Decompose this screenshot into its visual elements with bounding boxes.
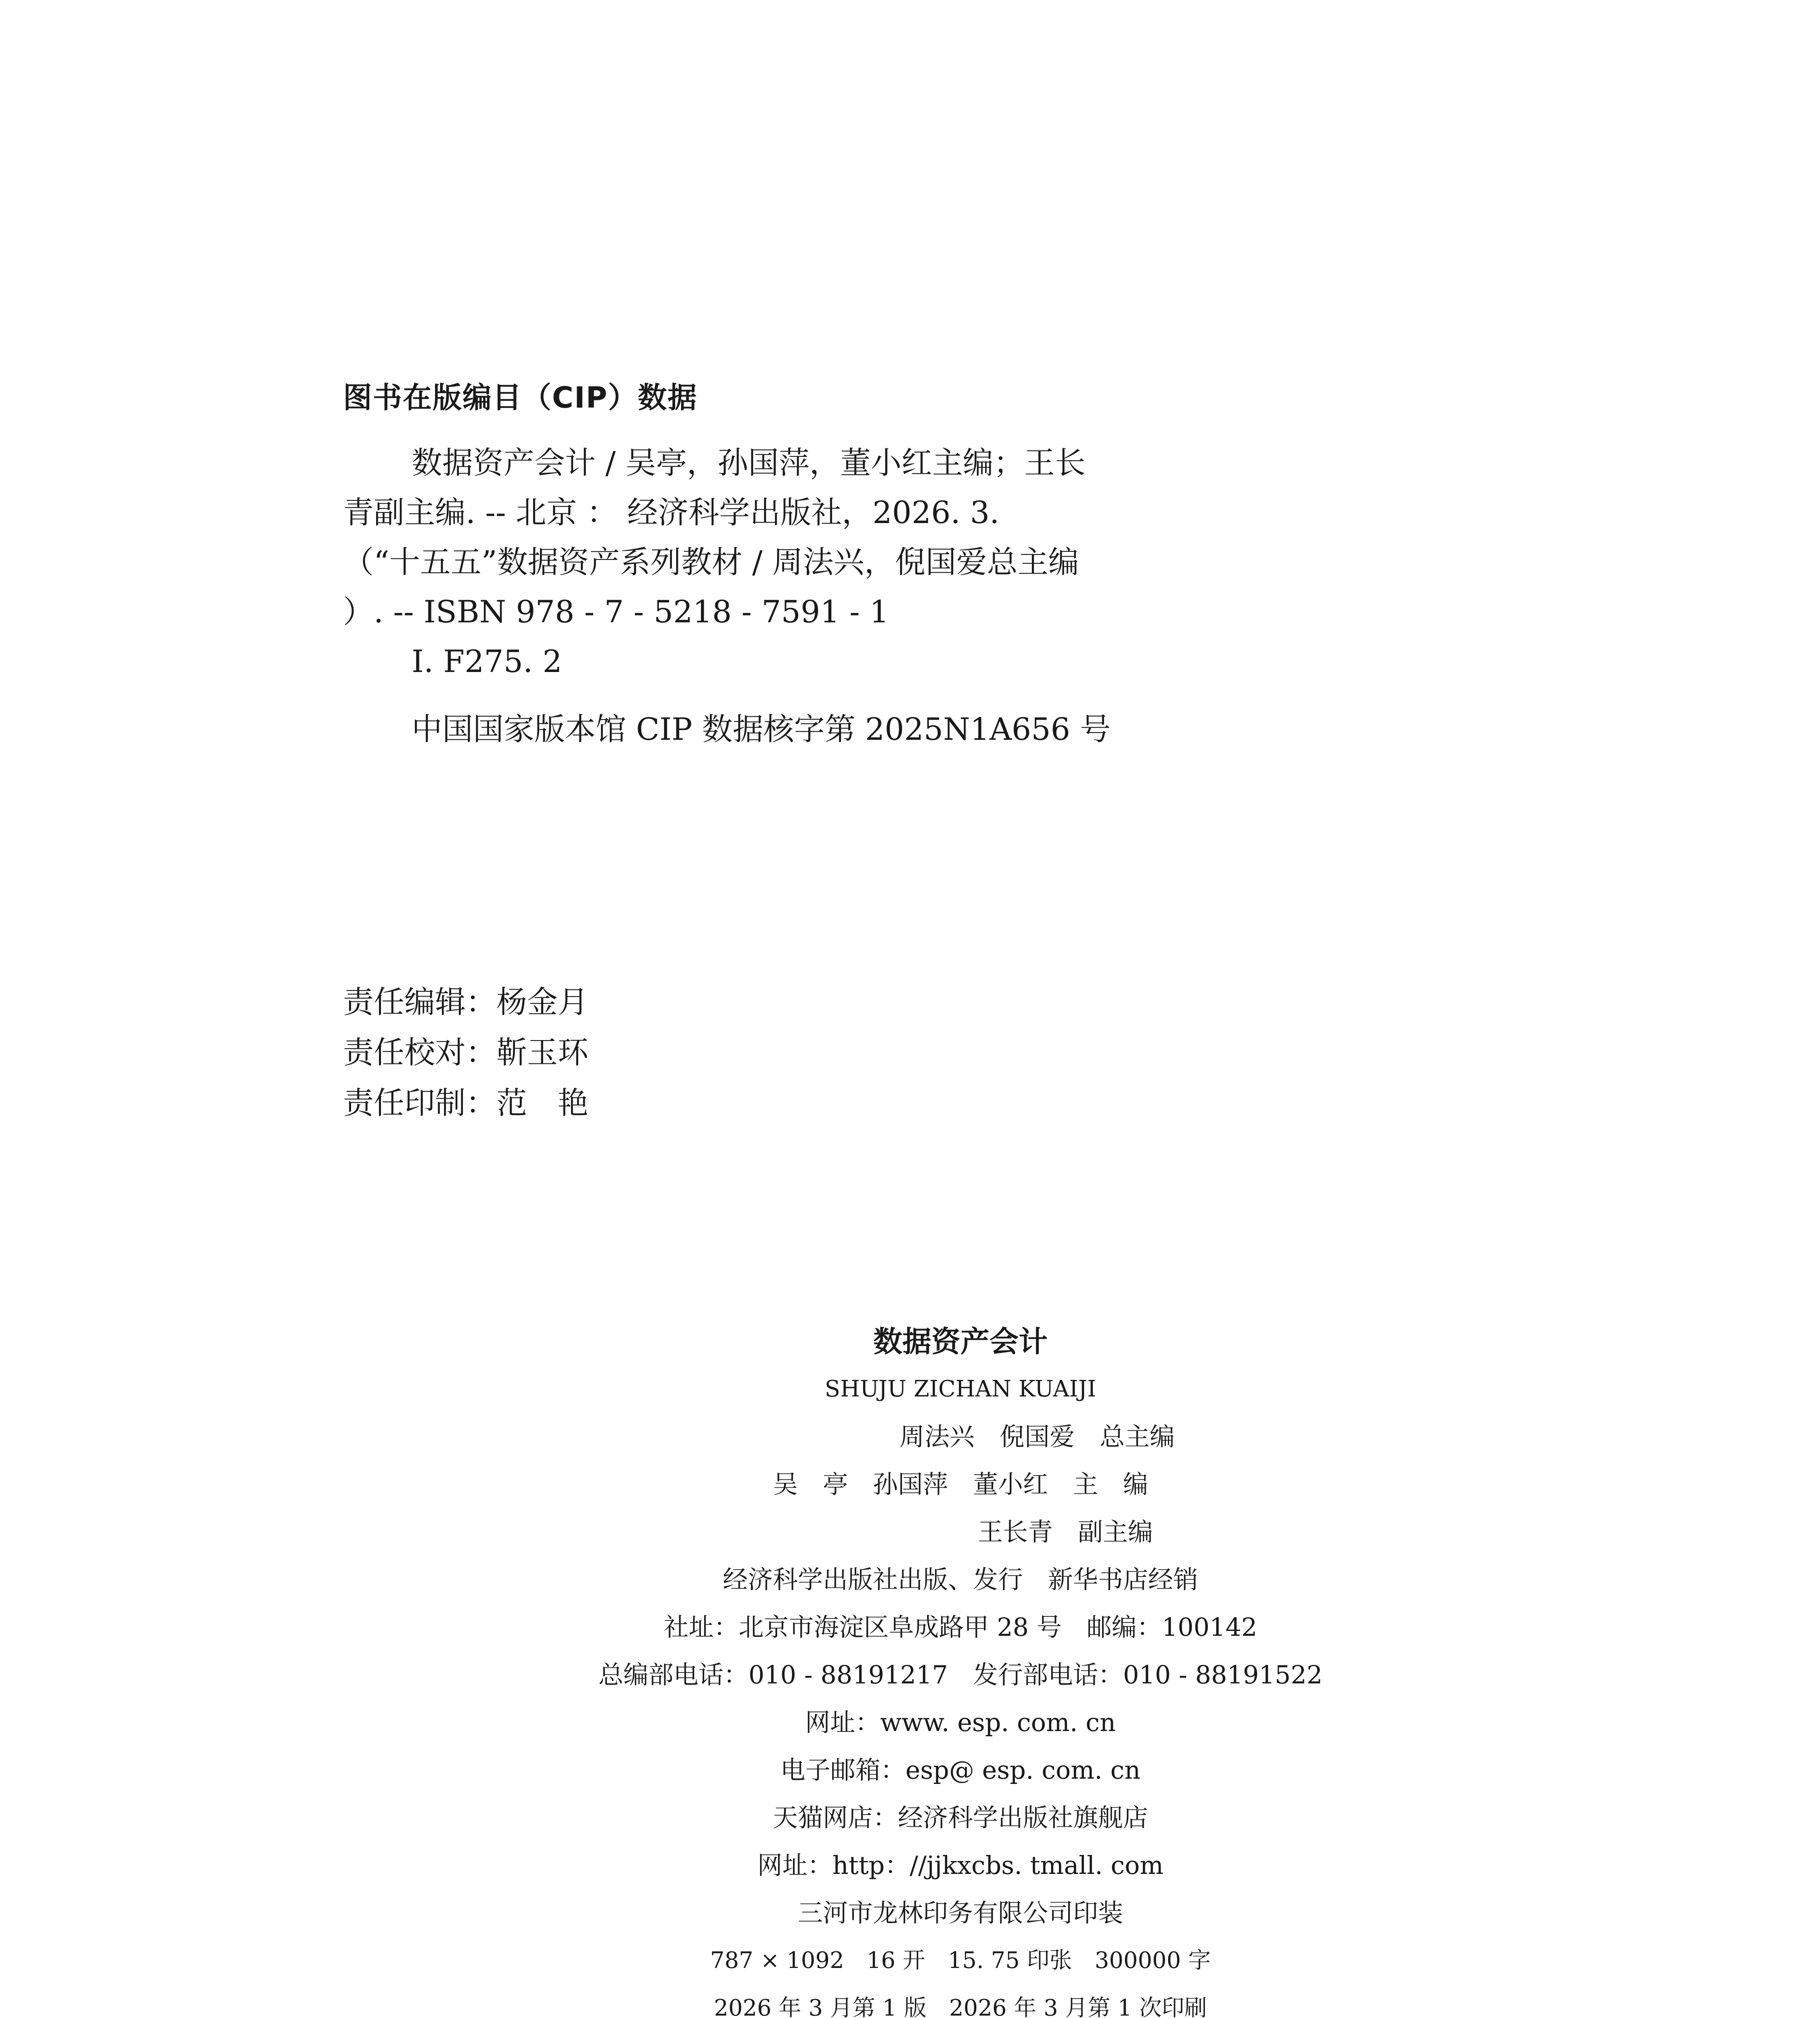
cip-line-series: （“十五五”数据资产系列教材 / 周法兴，倪国爱总主编 (343, 544, 1079, 580)
deputy-editor: 王长青 副主编 (977, 1517, 1153, 1547)
tmall-url-line: 网址：http：//jjkxcbs. tmall. com (757, 1851, 1164, 1880)
publisher-line: 经济科学出版社出版、发行 新华书店经销 (722, 1565, 1198, 1594)
address-line: 社址：北京市海淀区阜成路甲 28 号 邮编：100142 (663, 1612, 1257, 1642)
cip-line-isbn: ）. -- ISBN 978 - 7 - 5218 - 7591 - 1 (343, 594, 889, 630)
book-title: 数据资产会计 (873, 1325, 1048, 1359)
cip-line-classification: Ⅰ. F275. 2 (412, 643, 562, 679)
print-manager-row: 责任印制：范 艳 (343, 1085, 588, 1121)
website-line: 网址：www. esp. com. cn (805, 1708, 1116, 1737)
specs-line: 787 × 1092 16 开 15. 75 印张 300000 字 (710, 1947, 1211, 1974)
cip-line-publisher: 青副主编. -- 北京 ： 经济科学出版社，2026. 3. (343, 494, 1000, 530)
proofreader-row: 责任校对：靳玉环 (343, 1034, 588, 1070)
main-editors: 吴 亭 孙国萍 董小红 主 编 (772, 1470, 1148, 1499)
email-line: 电子邮箱：esp@ esp. com. cn (780, 1755, 1141, 1785)
responsible-editors (343, 977, 588, 1128)
tmall-store-line: 天猫网店：经济科学出版社旗舰店 (772, 1803, 1148, 1832)
edition-line: 2026 年 3 月第 1 版 2026 年 3 月第 1 次印刷 (714, 1995, 1207, 2018)
cip-verification: 中国国家版本馆 CIP 数据核字第 2025N1A656 号 (412, 711, 1111, 747)
cip-heading: 图书在版编目（CIP）数据 (343, 381, 698, 414)
editor-row: 责任编辑：杨金月 (343, 984, 588, 1020)
chief-editors: 周法兴 倪国爱 总主编 (899, 1422, 1175, 1451)
phone-line: 总编部电话：010 - 88191217 发行部电话：010 - 88191522 (598, 1660, 1323, 1689)
printer-line: 三河市龙林印务有限公司印装 (797, 1898, 1123, 1928)
cip-line-title: 数据资产会计 / 吴亭，孙国萍，董小红主编；王长 (412, 445, 1086, 481)
cip-block (343, 377, 1231, 754)
book-pinyin: SHUJU ZICHAN KUAIJI (824, 1376, 1096, 1402)
colophon-block (436, 1318, 1485, 2018)
